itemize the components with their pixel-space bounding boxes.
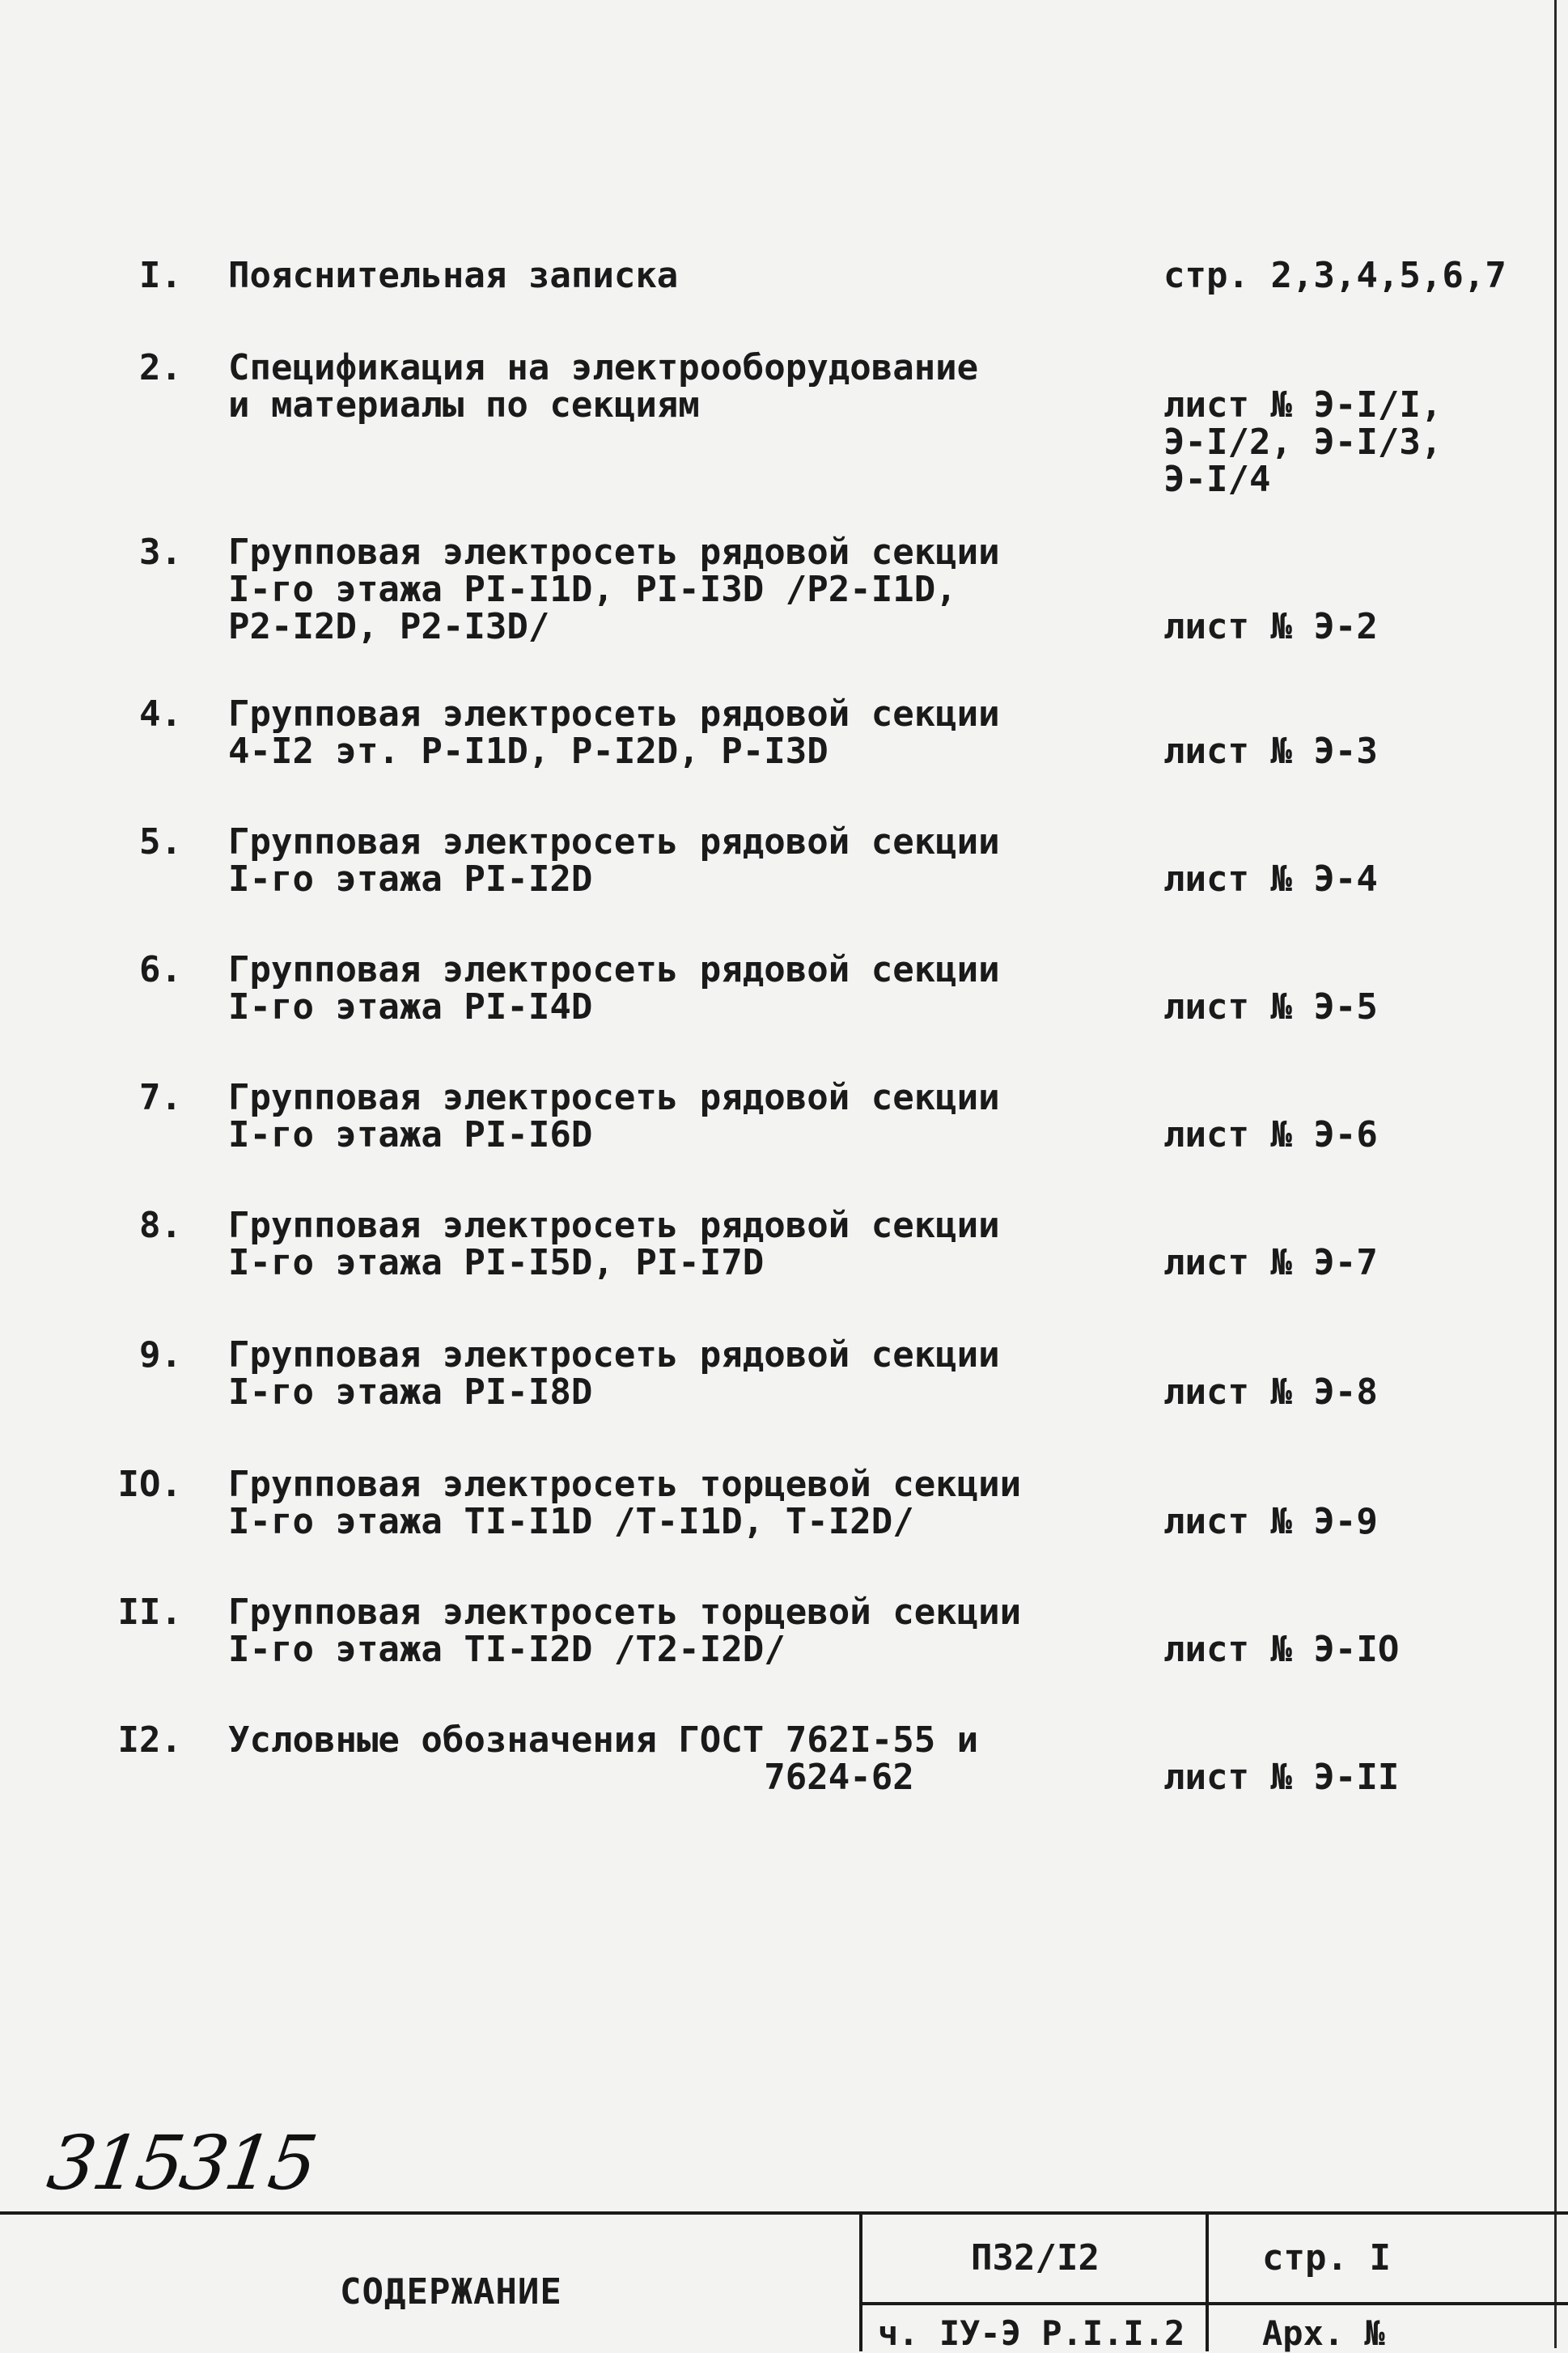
sheet-reference-line: лист № Э-IO xyxy=(1163,1629,1400,1670)
entry-sheet-reference xyxy=(1163,384,1443,500)
entry-number: IO. xyxy=(117,1464,182,1505)
entry-title-line: I-го этажа PI-I2D xyxy=(228,859,593,900)
document-title: СОДЕРЖАНИЕ xyxy=(340,2271,562,2313)
entry-title-line: Групповая электросеть рядовой секции xyxy=(228,1334,1000,1376)
page-edge-line xyxy=(1554,0,1557,2348)
entry-title xyxy=(228,693,1000,772)
entry-title-line: I-го этажа PI-I8D xyxy=(228,1372,593,1413)
entry-title xyxy=(228,821,1000,900)
entry-title xyxy=(228,1079,1000,1154)
entry-number: 7. xyxy=(139,1077,182,1118)
entry-title xyxy=(228,534,1000,646)
entry-number: 9. xyxy=(139,1334,182,1376)
title-block-divider xyxy=(859,2302,1568,2305)
entry-title-line: Спецификация на электрооборудование xyxy=(228,347,979,388)
entry-sheet-reference xyxy=(1163,1759,1399,1796)
entry-sheet-reference xyxy=(1163,1374,1378,1411)
sheet-reference-line: лист № Э-I/I, xyxy=(1163,384,1443,426)
entry-title-line: Групповая электросеть рядовой секции xyxy=(228,1205,1000,1246)
page-number: стр. I xyxy=(1262,2237,1391,2279)
entry-sheet-reference xyxy=(1163,1114,1378,1155)
sheet-reference-line: лист № Э-7 xyxy=(1163,1242,1378,1283)
entry-title-line: Условные обозначения ГОСТ 762I-55 и xyxy=(228,1719,979,1761)
entry-number: 2. xyxy=(139,347,182,388)
entry-title-line: Групповая электросеть рядовой секции xyxy=(228,821,1000,863)
entry-number: 4. xyxy=(139,693,182,735)
entry-title-line: 7624-62 xyxy=(228,1757,914,1798)
entry-number: II. xyxy=(117,1592,182,1633)
handwritten-number: 315315 xyxy=(42,2120,320,2207)
entry-sheet-reference xyxy=(1163,861,1378,898)
entry-sheet-reference xyxy=(1163,1631,1399,1668)
entry-sheet-reference xyxy=(1163,733,1378,770)
entry-title xyxy=(228,257,678,295)
entry-title-line: P2-I2D, P2-I3D/ xyxy=(228,606,550,647)
entry-title xyxy=(228,1466,1021,1541)
sheet-reference-line: лист № Э-II xyxy=(1163,1757,1400,1798)
entry-title-line: Групповая электросеть рядовой секции xyxy=(228,949,1000,990)
entry-title xyxy=(228,347,979,426)
entry-sheet-reference xyxy=(1163,1503,1378,1541)
entry-number: 5. xyxy=(139,821,182,863)
entry-title xyxy=(228,1719,979,1798)
sheet-reference-line: лист № Э-8 xyxy=(1163,1372,1378,1413)
entry-number: 8. xyxy=(139,1205,182,1246)
entry-title-line: Пояснительная записка xyxy=(228,255,679,296)
archive-number: Арх. № xyxy=(1262,2313,1385,2353)
entry-sheet-reference xyxy=(1163,257,1507,295)
entry-title-line: и материалы по секциям xyxy=(228,384,700,426)
entry-title xyxy=(228,1207,1000,1282)
sheet-reference-line: лист № Э-9 xyxy=(1163,1501,1378,1542)
entry-title-line: Групповая электросеть рядовой секции xyxy=(228,1077,1000,1118)
sheet-reference-line: лист № Э-5 xyxy=(1163,986,1378,1028)
sheet-reference-line: лист № Э-2 xyxy=(1163,606,1378,647)
title-block xyxy=(0,2211,1568,2351)
part-reference: ч. IУ-Э P.I.I.2 xyxy=(878,2313,1185,2353)
entry-title-line: 4-I2 эт. P-I1D, P-I2D, P-I3D xyxy=(228,731,828,772)
entry-number: 3. xyxy=(139,532,182,573)
entry-sheet-reference xyxy=(1163,986,1378,1028)
sheet-reference-line: лист № Э-6 xyxy=(1163,1114,1378,1155)
entry-title-line: I-го этажа PI-I1D, PI-I3D /P2-I1D, xyxy=(228,569,957,610)
document-code: П32/I2 xyxy=(971,2237,1100,2279)
sheet-reference-line: лист № Э-3 xyxy=(1163,731,1378,772)
entry-sheet-reference xyxy=(1163,608,1378,646)
entry-title xyxy=(228,1334,1000,1413)
entry-title-line: I-го этажа PI-I4D xyxy=(228,986,593,1028)
sheet-reference-line: Э-I/4 xyxy=(1163,459,1271,500)
entry-number: I2. xyxy=(117,1719,182,1761)
title-block-divider xyxy=(1206,2215,1209,2351)
entry-title-line: I-го этажа PI-I5D, PI-I7D xyxy=(228,1242,765,1283)
entry-title-line: Групповая электросеть рядовой секции xyxy=(228,532,1000,573)
entry-title-line: I-го этажа TI-I2D /T2-I2D/ xyxy=(228,1629,786,1670)
entry-number: I. xyxy=(139,255,182,296)
sheet-reference-line: лист № Э-4 xyxy=(1163,859,1378,900)
entry-title xyxy=(228,1594,1021,1668)
sheet-reference-line: стр. 2,3,4,5,6,7 xyxy=(1163,255,1507,296)
entry-number: 6. xyxy=(139,949,182,990)
entry-title-line: I-го этажа PI-I6D xyxy=(228,1114,593,1155)
entry-title xyxy=(228,949,1000,1028)
entry-title-line: Групповая электросеть торцевой секции xyxy=(228,1464,1022,1505)
entry-sheet-reference xyxy=(1163,1244,1378,1282)
title-block-divider xyxy=(859,2215,862,2351)
entry-title-line: I-го этажа TI-I1D /T-I1D, T-I2D/ xyxy=(228,1501,914,1542)
entry-title-line: Групповая электросеть торцевой секции xyxy=(228,1592,1022,1633)
sheet-reference-line: Э-I/2, Э-I/3, xyxy=(1163,422,1443,463)
entry-title-line: Групповая электросеть рядовой секции xyxy=(228,693,1000,735)
